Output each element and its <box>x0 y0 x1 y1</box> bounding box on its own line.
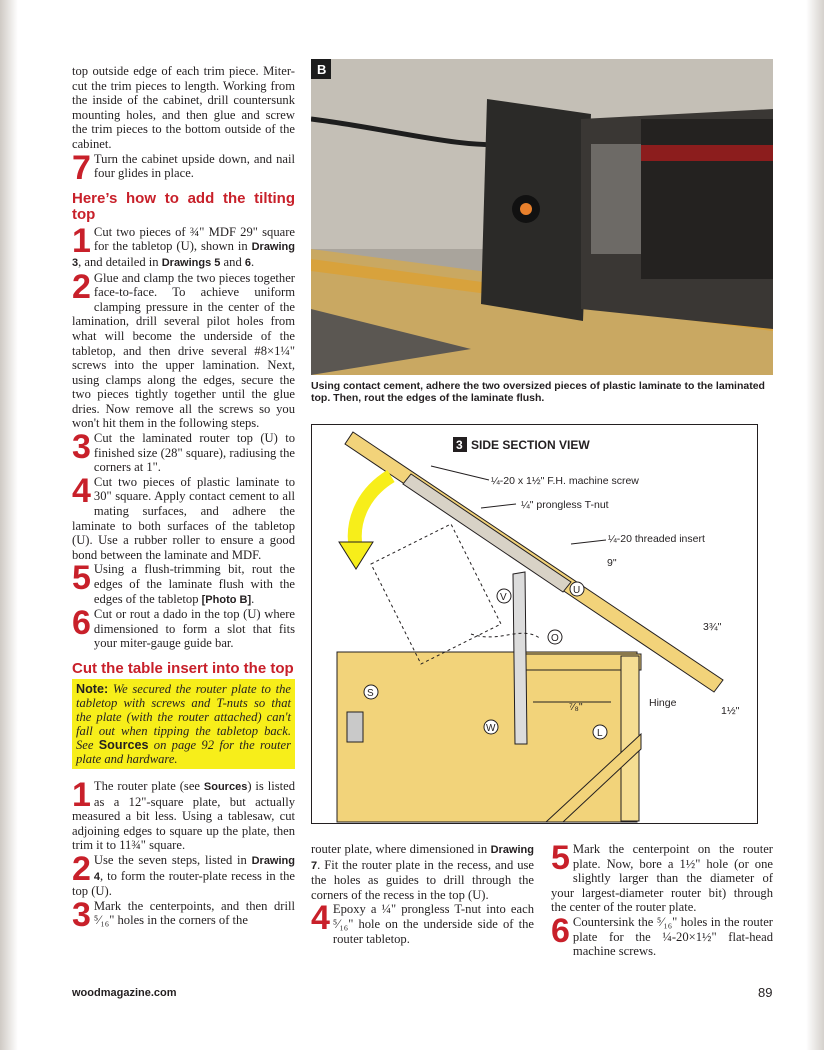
part-callout-w <box>484 720 498 734</box>
column-right <box>551 839 773 959</box>
step-1 <box>72 221 295 271</box>
step-2 <box>72 267 295 432</box>
step-text: , and detailed in <box>78 254 162 269</box>
part-letter: W <box>486 723 496 734</box>
step-number: 1 <box>72 775 91 814</box>
drawing-ref: Drawing 3 <box>72 241 295 269</box>
step-text: Countersink the ⁵⁄₁₆" holes in the router plate for the ¼-20×1½" flat-head machine screws. <box>572 914 773 959</box>
step-text: Cut two pieces of plastic laminate to 30" square. Apply contact cement to all mating surfaces, and adhere the laminate to both surfaces of the tabletop (U). Use a rubber roller to ensure a good bond between the laminate and MDF. <box>72 474 295 562</box>
label-tnut: ¼" prongless T-nut <box>521 499 609 511</box>
step-number: 6 <box>72 604 91 643</box>
step-number: 2 <box>72 849 91 888</box>
step-number: 4 <box>72 471 91 510</box>
page-gutter-left <box>0 0 18 1050</box>
part-letter: S <box>367 688 374 699</box>
step-text: Epoxy a ¼" prongless T-nut into each ⁵⁄₁₆" hole on the underside side of the router tabletop. <box>332 902 534 946</box>
step-text: and <box>220 254 245 269</box>
label-threaded-insert: ¼-20 threaded insert <box>608 533 705 545</box>
intro-paragraph: top outside edge of each trim piece. Miter-cut the trim pieces to length. Working from the inside of the cabinet, drill countersunk mounting holes, and then glue and screw the trim pieces to the bottom outside of the cabinet. <box>72 64 295 151</box>
drawing-title: SIDE SECTION VIEW <box>471 438 590 452</box>
step-text: Mark the centerpoint on the router plate. Now, bore a 1½" hole (or one slightly larger than the diameter of your largest-diameter router bit) through the center of the router plate. <box>551 842 773 915</box>
part-letter: L <box>597 728 603 739</box>
side-section-view-drawing <box>311 424 758 824</box>
step-text: . <box>251 591 255 606</box>
step-7 <box>72 148 295 187</box>
label-machine-screw: ¼-20 x 1½" F.H. machine screw <box>491 475 639 487</box>
step-text: Cut two pieces of ¾" MDF 29" square for the tabletop (U), shown in <box>93 224 295 254</box>
insert-step-2 <box>72 849 295 899</box>
step-number: 2 <box>72 267 91 306</box>
dim-9: 9" <box>607 557 617 569</box>
column-left <box>72 64 295 934</box>
part-callout-v <box>497 589 511 603</box>
section-heading-tilting-top: Here’s how to add the tilting top <box>72 189 295 223</box>
step-3 <box>72 428 295 475</box>
note-text: on page 92 for the router plate and hardware. <box>76 737 291 766</box>
step-text: ) is listed as a 12"-square plate, but actually measured a bit less. Using a tablesaw, cut adjoining edges to square up the plate, then trim it to 11¾" square. <box>72 778 295 853</box>
photo-ref: [Photo B] <box>201 593 252 606</box>
step-text: Glue and clamp the two pieces together face-to-face. To achieve uniform clamping pressure in the center of the lamination, drill several pilot holes from what will become the underside of the tabletop, and then drive several #8×1¼" screws into the upper lamination. Next, using clamps along the edges, secure the two pieces tightly together until the glue dries. Now remove all the screws so you won't hit them in the following steps. <box>72 270 295 431</box>
dim-3-3-4: 3¾" <box>703 621 722 633</box>
note-box <box>72 679 295 769</box>
part-letter: U <box>573 585 581 596</box>
cabinet-side <box>337 652 637 822</box>
sources-ref: Sources <box>203 780 248 793</box>
dim-7-8: ⁷⁄₈" <box>569 701 583 713</box>
step-text: . <box>251 254 255 269</box>
note-text: We secured the router plate to the tabletop with screws and T-nuts so that the plate (with the router attached) can't fall out when tipping the tabletop back. See <box>76 681 291 752</box>
photo-caption: Using contact cement, adhere the two oversized pieces of plastic laminate to the laminated top. Then, rout the edges of the laminate flush. <box>311 380 765 404</box>
footer-site: woodmagazine.com <box>72 987 177 999</box>
step-number: 3 <box>72 428 91 467</box>
drawing-ref: Drawings 5 <box>161 256 221 269</box>
insert-step-6 <box>551 911 773 959</box>
page-number: 89 <box>758 985 773 1000</box>
step-number: 7 <box>72 148 91 187</box>
drawing-ref: Drawing 7 <box>311 844 534 872</box>
photo-b <box>311 59 773 375</box>
step-text: Use the seven steps, listed in <box>93 852 252 867</box>
step-text: Turn the cabinet upside down, and nail four glides in place. <box>93 151 295 181</box>
stop-hardware <box>347 712 363 742</box>
step-text: , to form the router-plate recess in the top (U). <box>72 868 295 899</box>
section-heading-table-insert: Cut the table insert into the top <box>72 659 294 677</box>
step-number: 3 <box>72 895 91 934</box>
part-letter: O <box>551 633 559 644</box>
label-hinge: Hinge <box>649 697 677 709</box>
insert-step-3 <box>72 895 295 934</box>
step-text: Cut or rout a dado in the top (U) where dimensioned to form a slot that fits your miter-gauge guide bar. <box>93 607 295 651</box>
part-letter: V <box>500 592 507 603</box>
photo-label: B <box>317 62 327 77</box>
support-arm <box>513 572 527 744</box>
router-photo-illustration <box>311 59 773 375</box>
insert-step-4 <box>311 899 534 946</box>
column-middle <box>311 842 534 946</box>
page-gutter-right <box>806 0 824 1050</box>
note-sources-ref: Sources <box>98 737 149 752</box>
drawing-ref: 6 <box>244 256 252 269</box>
paragraph <box>311 842 534 902</box>
step-text: . Fit the router plate in the recess, and use the holes as guides to drill through the corners of the recess in the top (U). <box>311 857 534 902</box>
step-6 <box>72 604 295 651</box>
step-number: 5 <box>551 839 570 877</box>
step-number: 5 <box>72 559 91 598</box>
drawing-number: 3 <box>456 438 463 452</box>
step-text: Mark the centerpoints, and then drill ⁵⁄₁₆" holes in the corners of the <box>93 898 295 928</box>
step-text: router plate, where dimensioned in <box>311 842 491 856</box>
step-number: 1 <box>72 221 91 260</box>
step-5 <box>72 559 295 607</box>
drawing-svg <box>311 424 758 824</box>
insert-step-1 <box>72 775 295 853</box>
part-callout-l <box>593 725 607 739</box>
step-4 <box>72 471 295 563</box>
step-text: Using a flush-trimming bit, rout the edges of the laminate flush with the edges of the tabletop <box>93 562 295 606</box>
part-callout-u <box>570 582 584 596</box>
step-text: Cut the laminated router top (U) to finished size (28" square), radiusing the corners at 1". <box>93 431 295 475</box>
dim-1-1-2: 1½" <box>721 705 740 717</box>
part-callout-s <box>364 685 378 699</box>
drawing-ref: Drawing 4 <box>93 854 295 883</box>
step-number: 4 <box>311 899 330 938</box>
part-callout-o <box>548 630 562 644</box>
step-number: 6 <box>551 911 570 950</box>
insert-step-5 <box>551 839 773 915</box>
note-label: Note: <box>76 681 109 696</box>
step-text: The router plate (see <box>93 778 204 793</box>
